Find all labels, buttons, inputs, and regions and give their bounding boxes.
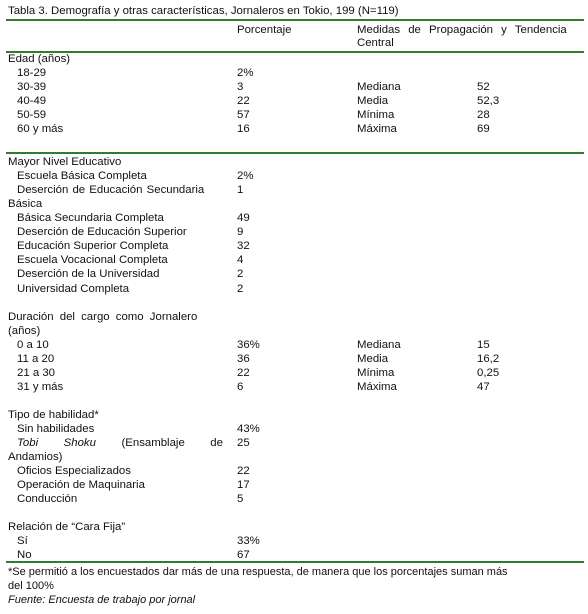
row-label: Operación de Maquinaria — [17, 479, 145, 491]
label-word: Shoku — [63, 437, 96, 449]
row-label: 40-49 — [17, 95, 47, 107]
measure-label: Mediana — [357, 339, 401, 351]
row-label: Escuela Básica Completa — [17, 170, 147, 182]
column-header-measures — [357, 23, 583, 37]
row-percent: 57 — [237, 109, 250, 121]
row-percent: 16 — [237, 123, 250, 135]
row-label: 50-59 — [17, 109, 47, 121]
measure-value: 28 — [477, 109, 490, 121]
row-label: 11 a 20 — [17, 353, 55, 365]
row-label: 18-29 — [17, 67, 47, 79]
row-percent: 3 — [237, 81, 244, 93]
row-percent: 4 — [237, 254, 244, 266]
row-percent: 2 — [237, 283, 244, 295]
measure-value: 69 — [477, 123, 490, 135]
row-percent: 2 — [237, 268, 244, 280]
row-label: Deserción de Educación Secundaria — [17, 184, 205, 196]
measure-value: 47 — [477, 381, 490, 393]
row-percent: 22 — [237, 95, 250, 107]
section-header-edad: Edad (años) — [8, 53, 71, 65]
measure-value: 0,25 — [477, 367, 500, 379]
row-percent: 9 — [237, 226, 244, 238]
row-label: Sí — [17, 535, 28, 547]
row-label: Andamios) — [8, 451, 63, 463]
section-header-educacion: Mayor Nivel Educativo — [8, 156, 122, 168]
measures-header-line1: Medidas de Propagación y Tendencia — [357, 24, 567, 36]
section-rule — [6, 152, 584, 154]
row-label: 0 a 10 — [17, 339, 49, 351]
row-label: Deserción de Educación Superior — [17, 226, 187, 238]
row-percent: 25 — [237, 437, 250, 449]
measure-value: 16,2 — [477, 353, 500, 365]
measure-value: 52,3 — [477, 95, 500, 107]
row-label: Conducción — [17, 493, 78, 505]
row-percent: 1 — [237, 184, 244, 196]
row-percent: 2% — [237, 170, 254, 182]
measure-value: 15 — [477, 339, 490, 351]
row-percent: 36% — [237, 339, 260, 351]
row-label: Básica Secundaria Completa — [17, 212, 164, 224]
row-label: 31 y más — [17, 381, 64, 393]
row-label: Escuela Vocacional Completa — [17, 254, 168, 266]
row-label: Deserción de la Universidad — [17, 268, 160, 280]
row-percent: 22 — [237, 465, 250, 477]
footnote-continued: del 100% — [8, 580, 54, 592]
measure-label: Mínima — [357, 109, 395, 121]
label-word: Tobi — [17, 437, 39, 449]
row-percent: 6 — [237, 381, 244, 393]
row-label: Sin habilidades — [17, 423, 95, 435]
bottom-rule — [6, 561, 584, 563]
row-percent: 22 — [237, 367, 250, 379]
row-label: 30-39 — [17, 81, 47, 93]
label-word: (Ensamblaje — [121, 437, 185, 449]
measure-label: Media — [357, 95, 389, 107]
measure-label: Mínima — [357, 367, 395, 379]
row-percent: 67 — [237, 549, 250, 561]
row-label-justified — [17, 436, 223, 450]
table-title: Tabla 3. Demografía y otras características, Jornaleros en Tokio, 199 (N=119) — [8, 5, 399, 17]
measure-label: Máxima — [357, 123, 397, 135]
measure-label: Mediana — [357, 81, 401, 93]
row-label: 21 a 30 — [17, 367, 56, 379]
row-percent: 17 — [237, 479, 250, 491]
row-label: 60 y más — [17, 123, 64, 135]
measure-value: 52 — [477, 81, 490, 93]
row-label: Universidad Completa — [17, 283, 130, 295]
measure-label: Media — [357, 353, 389, 365]
duracion-header-line1: Duración del cargo como Jornalero — [8, 311, 198, 323]
row-percent: 32 — [237, 240, 250, 252]
footnote: *Se permitió a los encuestados dar más de una respuesta, de manera que los porcentajes suman más — [8, 566, 508, 578]
measure-label: Máxima — [357, 381, 397, 393]
row-label: Oficios Especializados — [17, 465, 131, 477]
label-word: de — [210, 437, 223, 449]
row-percent: 43% — [237, 423, 260, 435]
duracion-header-line2: (años) — [8, 325, 41, 337]
top-rule — [6, 19, 584, 21]
section-header-duracion — [8, 310, 222, 324]
row-percent: 5 — [237, 493, 244, 505]
row-percent: 2% — [237, 67, 254, 79]
section-header-habilidad: Tipo de habilidad* — [8, 409, 99, 421]
row-label: Básica — [8, 198, 43, 210]
row-percent: 33% — [237, 535, 260, 547]
row-label: No — [17, 549, 32, 561]
row-label: Educación Superior Completa — [17, 240, 169, 252]
section-header-cara-fija: Relación de “Cara Fija” — [8, 521, 126, 533]
column-header-percent: Porcentaje — [237, 24, 292, 36]
measures-header-line2: Central — [357, 37, 394, 49]
header-rule — [6, 51, 584, 53]
source-note: Fuente: Encuesta de trabajo por jornal — [8, 594, 196, 606]
row-percent: 49 — [237, 212, 250, 224]
row-percent: 36 — [237, 353, 250, 365]
